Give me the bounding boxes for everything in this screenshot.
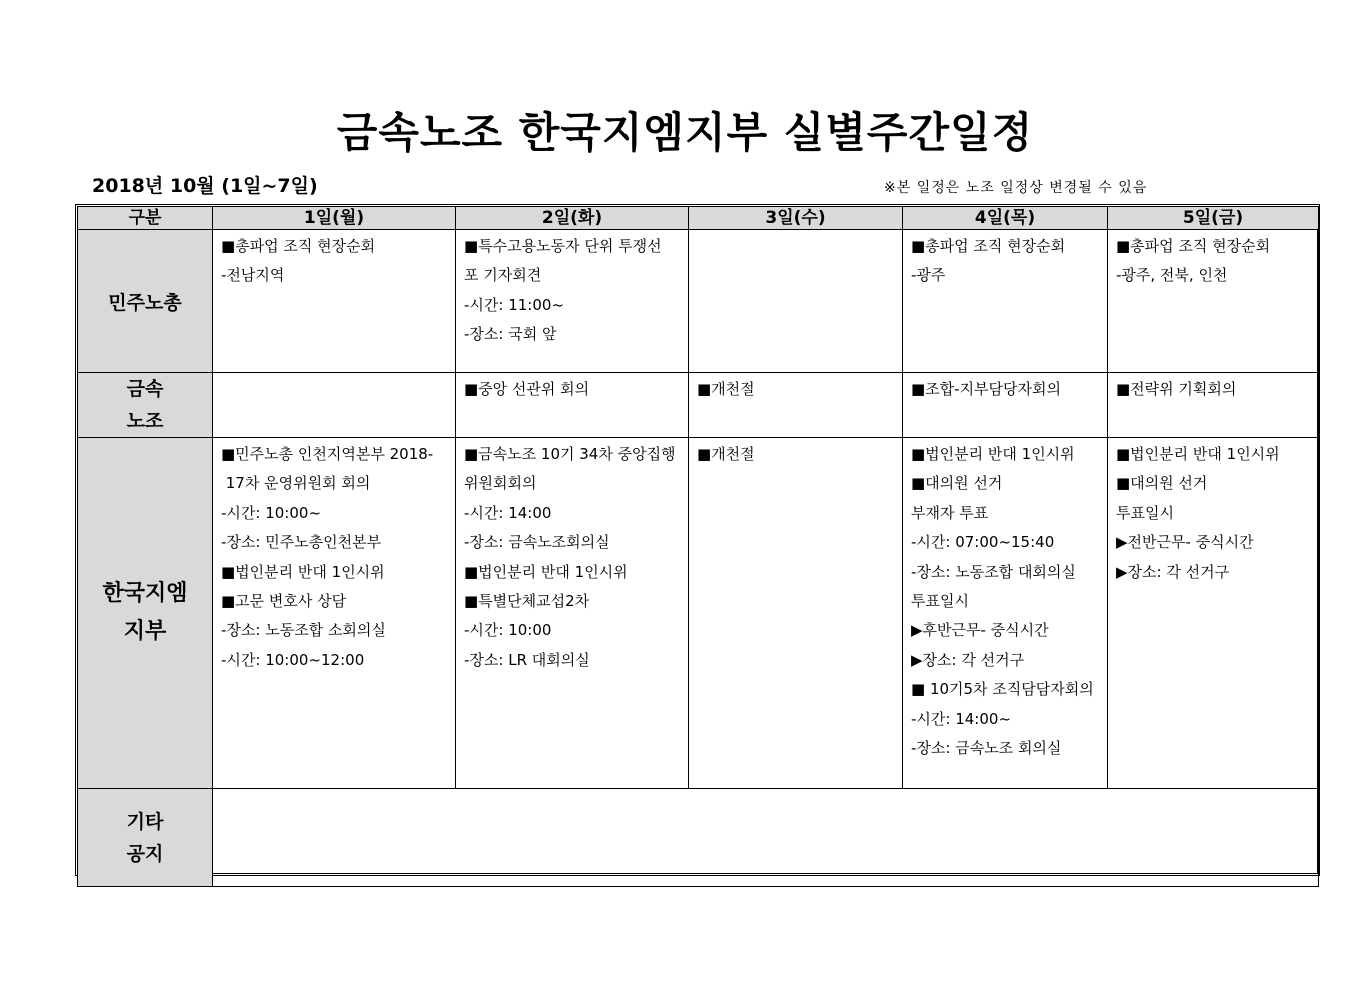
cell-kctu-day3 <box>689 230 903 373</box>
cell-kmwu-day4: ■조합-지부담당자회의 <box>903 373 1108 438</box>
row-kctu <box>78 230 1319 373</box>
cell-kmwu-day3: ■개천절 <box>689 373 903 438</box>
cell-kctu-day5: ■총파업 조직 현장순회 -광주, 전북, 인천 <box>1108 230 1319 373</box>
cell-kctu-day1: ■총파업 조직 현장순회 -전남지역 <box>213 230 456 373</box>
header-day-4: 4일(목) <box>903 207 1108 230</box>
row-gm-branch <box>78 438 1319 789</box>
cell-kmwu-day1 <box>213 373 456 438</box>
cell-kctu-day2: ■특수고용노동자 단위 투쟁선 포 기자회견 -시간: 11:00~ -장소: 국회 앞 <box>456 230 689 373</box>
row-label-kctu: 민주노총 <box>78 230 213 373</box>
header-day-1: 1일(월) <box>213 207 456 230</box>
date-range: 2018년 10월 (1일~7일) <box>92 175 318 197</box>
header-day-5: 5일(금) <box>1108 207 1319 230</box>
cell-gm-day1: ■민주노총 인천지역본부 2018- 17차 운영위원회 회의 -시간: 10:00~ -장소: 민주노총인천본부 ■법인분리 반대 1인시위 ■고문 변호사 상담 -장소: 노동조합 소회의실 -시간: 10:00~12:00 <box>213 438 456 789</box>
row-other <box>78 789 1319 887</box>
header-row <box>78 207 1319 230</box>
row-label-gm-branch: 한국지엠 지부 <box>78 438 213 789</box>
row-label-other: 기타 공지 <box>78 789 213 887</box>
cell-gm-day4: ■법인분리 반대 1인시위 ■대의원 선거 부재자 투표 -시간: 07:00~15:40 -장소: 노동조합 대회의실 투표일시 ▶후반근무- 중식시간 ▶장소: 각 선거구 ■ 10기5차 조직담담자회의 -시간: 14:00~ -장소: 금속노조 회의실 <box>903 438 1108 789</box>
schedule-notice: ※본 일정은 노조 일정상 변경될 수 있음 <box>884 180 1148 196</box>
header-day-3: 3일(수) <box>689 207 903 230</box>
header-day-2: 2일(화) <box>456 207 689 230</box>
page-title: 금속노조 한국지엠지부 실별주간일정 <box>336 108 1034 157</box>
row-label-kmwu: 금속 노조 <box>78 373 213 438</box>
header-category: 구분 <box>78 207 213 230</box>
cell-kctu-day4: ■총파업 조직 현장순회 -광주 <box>903 230 1108 373</box>
cell-gm-day2: ■금속노조 10기 34차 중앙집행 위원회회의 -시간: 14:00 -장소: 금속노조회의실 ■법인분리 반대 1인시위 ■특별단체교섭2차 -시간: 10:00 -장소: LR 대회의실 <box>456 438 689 789</box>
cell-other-content <box>213 789 1319 887</box>
cell-gm-day5: ■법인분리 반대 1인시위 ■대의원 선거 투표일시 ▶전반근무- 중식시간 ▶장소: 각 선거구 <box>1108 438 1319 789</box>
cell-gm-day3: ■개천절 <box>689 438 903 789</box>
cell-kmwu-day2: ■중앙 선관위 회의 <box>456 373 689 438</box>
row-kmwu <box>78 373 1319 438</box>
schedule-table <box>77 206 1319 887</box>
cell-kmwu-day5: ■전략위 기획회의 <box>1108 373 1319 438</box>
